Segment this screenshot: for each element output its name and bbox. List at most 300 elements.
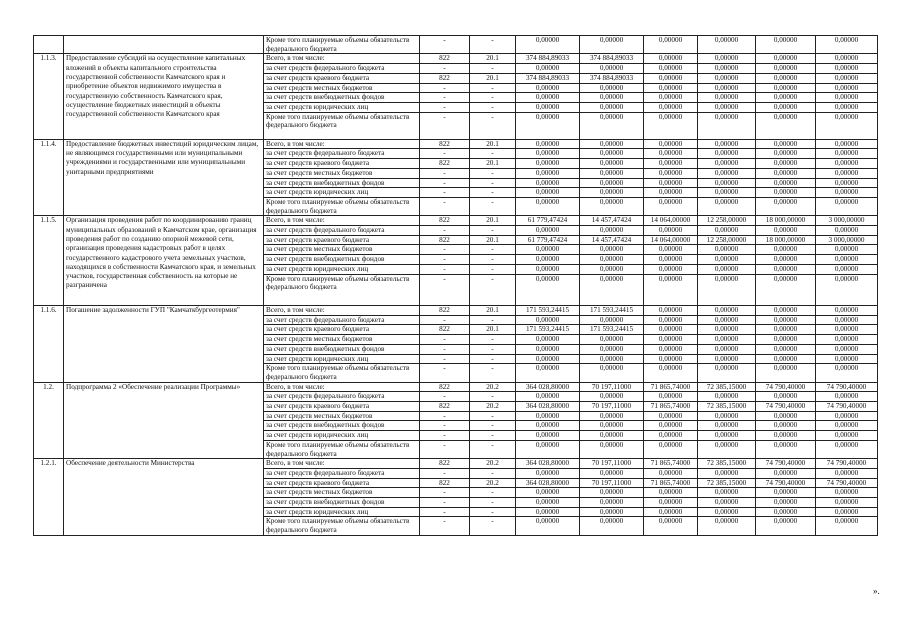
amount-year: 0,00000 (816, 197, 878, 215)
gov-code: 822 (420, 402, 470, 412)
budget-table (33, 35, 878, 536)
program-code: 20.2 (470, 402, 516, 412)
gov-code: - (420, 468, 470, 478)
funding-source: за счет средств местных бюджетов (264, 168, 420, 178)
amount-year: 0,00000 (756, 315, 816, 325)
amount-year: 0,00000 (816, 102, 878, 112)
amount-total: 0,00000 (516, 411, 580, 421)
amount-year: 0,00000 (816, 73, 878, 83)
funding-source: за счет средств юридических лиц (264, 188, 420, 198)
amount-year: 14 064,00000 (644, 216, 698, 226)
table-row (34, 54, 878, 64)
program-code: - (470, 354, 516, 364)
amount-total: 0,00000 (516, 274, 580, 305)
funding-source: за счет средств местных бюджетов (264, 245, 420, 255)
amount-total: 0,00000 (516, 139, 580, 149)
amount-year: 0,00000 (816, 498, 878, 508)
amount-year: 0,00000 (756, 325, 816, 335)
amount-year: 0,00000 (644, 197, 698, 215)
gov-code: - (420, 517, 470, 535)
amount-total: 0,00000 (516, 226, 580, 236)
amount-year: 0,00000 (756, 264, 816, 274)
amount-year: 0,00000 (580, 488, 644, 498)
amount-year: 0,00000 (580, 411, 644, 421)
amount-year: 0,00000 (756, 168, 816, 178)
amount-year: 0,00000 (756, 274, 816, 305)
program-code: 20.1 (470, 216, 516, 226)
amount-year: 0,00000 (698, 315, 756, 325)
amount-total: 0,00000 (516, 245, 580, 255)
funding-source: Кроме того планируемые объемы обязательств федерального бюджета (264, 364, 420, 382)
amount-year: 70 197,11000 (580, 459, 644, 469)
amount-year: 0,00000 (580, 64, 644, 74)
amount-year: 0,00000 (756, 411, 816, 421)
amount-year: 0,00000 (756, 306, 816, 316)
funding-source: за счет средств внебюджетных фондов (264, 421, 420, 431)
amount-year: 0,00000 (756, 498, 816, 508)
amount-total: 0,00000 (516, 498, 580, 508)
amount-total: 0,00000 (516, 159, 580, 169)
amount-total: 0,00000 (516, 149, 580, 159)
amount-year: 0,00000 (580, 392, 644, 402)
program-code: - (470, 226, 516, 236)
amount-year: 0,00000 (698, 197, 756, 215)
amount-year: 0,00000 (756, 178, 816, 188)
funding-source: Кроме того планируемые объемы обязательств федерального бюджета (264, 440, 420, 458)
amount-year: 0,00000 (816, 245, 878, 255)
amount-year: 0,00000 (698, 226, 756, 236)
amount-year: 74 790,40000 (816, 382, 878, 392)
amount-year: 0,00000 (580, 507, 644, 517)
item-number: 1.1.3. (34, 54, 64, 139)
amount-year: 0,00000 (580, 315, 644, 325)
table-row (34, 459, 878, 469)
amount-year: 0,00000 (756, 335, 816, 345)
amount-year: 0,00000 (816, 364, 878, 382)
gov-code: - (420, 364, 470, 382)
funding-source: за счет средств федерального бюджета (264, 149, 420, 159)
gov-code: - (420, 411, 470, 421)
amount-year: 0,00000 (698, 255, 756, 265)
amount-year: 374 884,89033 (580, 73, 644, 83)
amount-year: 171 593,24415 (580, 325, 644, 335)
program-code: 20.2 (470, 478, 516, 488)
program-code: 20.1 (470, 159, 516, 169)
amount-total: 171 593,24415 (516, 325, 580, 335)
amount-year: 0,00000 (816, 188, 878, 198)
amount-total: 0,00000 (516, 335, 580, 345)
program-code: 20.1 (470, 54, 516, 64)
amount-year: 0,00000 (816, 431, 878, 441)
amount-year: 0,00000 (698, 188, 756, 198)
amount-total: 171 593,24415 (516, 306, 580, 316)
program-code: - (470, 83, 516, 93)
amount-total: 364 028,80000 (516, 402, 580, 412)
amount-year: 0,00000 (816, 264, 878, 274)
amount-total: 0,00000 (516, 468, 580, 478)
amount-year: 0,00000 (756, 73, 816, 83)
amount-year: 0,00000 (816, 335, 878, 345)
program-code: - (470, 421, 516, 431)
amount-year: 74 790,40000 (756, 459, 816, 469)
amount-year: 0,00000 (580, 364, 644, 382)
amount-year: 0,00000 (816, 507, 878, 517)
amount-year: 0,00000 (580, 168, 644, 178)
amount-year: 0,00000 (698, 468, 756, 478)
amount-total: 0,00000 (516, 188, 580, 198)
program-code: - (470, 440, 516, 458)
gov-code: 822 (420, 306, 470, 316)
gov-code: - (420, 255, 470, 265)
amount-year: 0,00000 (698, 264, 756, 274)
funding-source: за счет средств юридических лиц (264, 354, 420, 364)
amount-year: 0,00000 (756, 354, 816, 364)
gov-code: - (420, 344, 470, 354)
gov-code: - (420, 315, 470, 325)
program-code: 20.1 (470, 235, 516, 245)
amount-year: 18 000,00000 (756, 235, 816, 245)
amount-year: 0,00000 (816, 392, 878, 402)
amount-year: 0,00000 (644, 335, 698, 345)
amount-year: 3 000,00000 (816, 216, 878, 226)
amount-total: 0,00000 (516, 36, 580, 54)
amount-total: 0,00000 (516, 255, 580, 265)
amount-year: 0,00000 (698, 274, 756, 305)
amount-year: 0,00000 (580, 468, 644, 478)
funding-source: за счет средств местных бюджетов (264, 488, 420, 498)
amount-year: 0,00000 (756, 245, 816, 255)
gov-code: - (420, 274, 470, 305)
amount-year: 0,00000 (698, 54, 756, 64)
amount-total: 0,00000 (516, 93, 580, 103)
amount-year: 0,00000 (644, 325, 698, 335)
program-code: - (470, 507, 516, 517)
amount-year: 0,00000 (756, 149, 816, 159)
amount-total: 61 779,47424 (516, 216, 580, 226)
funding-source: за счет средств внебюджетных фондов (264, 344, 420, 354)
item-name (64, 36, 264, 54)
gov-code: 822 (420, 459, 470, 469)
amount-year: 0,00000 (580, 440, 644, 458)
amount-year: 0,00000 (644, 245, 698, 255)
amount-year: 0,00000 (756, 431, 816, 441)
amount-year: 0,00000 (644, 440, 698, 458)
amount-year: 0,00000 (816, 411, 878, 421)
gov-code: - (420, 421, 470, 431)
amount-total: 0,00000 (516, 440, 580, 458)
funding-source: за счет средств краевого бюджета (264, 325, 420, 335)
amount-year: 0,00000 (644, 498, 698, 508)
gov-code: 822 (420, 216, 470, 226)
amount-year: 0,00000 (644, 36, 698, 54)
amount-year: 0,00000 (698, 507, 756, 517)
program-code: - (470, 112, 516, 139)
amount-year: 0,00000 (816, 274, 878, 305)
gov-code: 822 (420, 73, 470, 83)
amount-year: 0,00000 (580, 498, 644, 508)
amount-year: 0,00000 (644, 315, 698, 325)
item-number: 1.1.6. (34, 306, 64, 383)
funding-source: за счет средств федерального бюджета (264, 64, 420, 74)
amount-year: 0,00000 (698, 517, 756, 535)
program-code: 20.2 (470, 459, 516, 469)
item-number: 1.1.5. (34, 216, 64, 306)
amount-year: 0,00000 (644, 102, 698, 112)
amount-total: 374 884,89033 (516, 54, 580, 64)
amount-year: 0,00000 (580, 149, 644, 159)
amount-year: 0,00000 (698, 392, 756, 402)
amount-year: 0,00000 (644, 392, 698, 402)
gov-code: 822 (420, 382, 470, 392)
amount-year: 0,00000 (756, 54, 816, 64)
gov-code: - (420, 392, 470, 402)
amount-year: 0,00000 (580, 83, 644, 93)
amount-year: 0,00000 (816, 468, 878, 478)
amount-year: 0,00000 (756, 102, 816, 112)
amount-year: 14 064,00000 (644, 235, 698, 245)
funding-source: за счет средств краевого бюджета (264, 159, 420, 169)
amount-year: 0,00000 (580, 517, 644, 535)
amount-year: 0,00000 (698, 93, 756, 103)
gov-code: - (420, 64, 470, 74)
amount-year: 72 385,15000 (698, 459, 756, 469)
amount-total: 0,00000 (516, 112, 580, 139)
item-number: 1.1.4. (34, 139, 64, 216)
amount-year: 0,00000 (756, 507, 816, 517)
amount-year: 71 865,74000 (644, 459, 698, 469)
item-number: 1.2. (34, 382, 64, 459)
amount-total: 0,00000 (516, 102, 580, 112)
amount-year: 0,00000 (644, 83, 698, 93)
amount-year: 0,00000 (644, 168, 698, 178)
amount-year: 0,00000 (698, 364, 756, 382)
program-code: - (470, 274, 516, 305)
amount-year: 0,00000 (816, 325, 878, 335)
amount-year: 71 865,74000 (644, 382, 698, 392)
amount-year: 0,00000 (580, 139, 644, 149)
program-code: - (470, 255, 516, 265)
amount-total: 0,00000 (516, 344, 580, 354)
amount-year: 0,00000 (698, 112, 756, 139)
gov-code: - (420, 431, 470, 441)
amount-total: 0,00000 (516, 83, 580, 93)
amount-year: 0,00000 (698, 178, 756, 188)
amount-year: 0,00000 (816, 83, 878, 93)
amount-year: 0,00000 (644, 488, 698, 498)
amount-year: 3 000,00000 (816, 235, 878, 245)
amount-year: 0,00000 (644, 149, 698, 159)
gov-code: - (420, 226, 470, 236)
amount-year: 0,00000 (644, 112, 698, 139)
amount-total: 0,00000 (516, 507, 580, 517)
amount-year: 0,00000 (644, 226, 698, 236)
funding-source: за счет средств федерального бюджета (264, 392, 420, 402)
amount-year: 0,00000 (756, 344, 816, 354)
amount-total: 0,00000 (516, 364, 580, 382)
amount-year: 0,00000 (816, 344, 878, 354)
gov-code: - (420, 149, 470, 159)
amount-year: 0,00000 (644, 274, 698, 305)
program-code: - (470, 245, 516, 255)
amount-year: 0,00000 (816, 159, 878, 169)
amount-year: 0,00000 (698, 149, 756, 159)
program-code: 20.1 (470, 325, 516, 335)
amount-year: 0,00000 (580, 178, 644, 188)
funding-source: за счет средств федерального бюджета (264, 226, 420, 236)
funding-source: Всего, в том числе: (264, 306, 420, 316)
program-code: - (470, 344, 516, 354)
amount-year: 0,00000 (644, 421, 698, 431)
item-name: Организация проведения работ по координированию границ муниципальных образований в Камчатском крае, организация проведения работ по созданию опорной межевой сети, организация проведения кадастровых работ в целях государственного кадастрового учета земельных участков, находящихся в собственности Камчатского края, и земельных участков, государственная собственность на которые не разграничена (64, 216, 264, 306)
funding-source: за счет средств местных бюджетов (264, 335, 420, 345)
program-code: - (470, 36, 516, 54)
amount-year: 0,00000 (816, 255, 878, 265)
funding-source: за счет средств юридических лиц (264, 507, 420, 517)
amount-year: 72 385,15000 (698, 402, 756, 412)
amount-total: 0,00000 (516, 354, 580, 364)
amount-year: 0,00000 (580, 431, 644, 441)
amount-total: 374 884,89033 (516, 73, 580, 83)
amount-year: 0,00000 (816, 178, 878, 188)
amount-year: 0,00000 (756, 226, 816, 236)
amount-total: 0,00000 (516, 178, 580, 188)
amount-year: 0,00000 (698, 488, 756, 498)
amount-year: 71 865,74000 (644, 402, 698, 412)
closing-quote-mark: ». (873, 586, 880, 596)
amount-year: 0,00000 (644, 306, 698, 316)
program-code: - (470, 498, 516, 508)
table-body (34, 36, 878, 536)
amount-year: 0,00000 (756, 517, 816, 535)
amount-year: 0,00000 (580, 159, 644, 169)
amount-year: 0,00000 (698, 73, 756, 83)
amount-year: 0,00000 (816, 354, 878, 364)
funding-source: за счет средств внебюджетных фондов (264, 178, 420, 188)
funding-source: Всего, в том числе: (264, 216, 420, 226)
amount-year: 0,00000 (644, 64, 698, 74)
program-code: 20.1 (470, 73, 516, 83)
amount-year: 0,00000 (644, 517, 698, 535)
amount-year: 74 790,40000 (756, 382, 816, 392)
table-row (34, 382, 878, 392)
funding-source: за счет средств федерального бюджета (264, 468, 420, 478)
program-code: - (470, 178, 516, 188)
program-code: 20.2 (470, 382, 516, 392)
amount-year: 0,00000 (580, 93, 644, 103)
amount-year: 0,00000 (816, 64, 878, 74)
amount-year: 0,00000 (698, 411, 756, 421)
gov-code: - (420, 498, 470, 508)
amount-year: 71 865,74000 (644, 478, 698, 488)
amount-year: 0,00000 (698, 335, 756, 345)
table-row (34, 216, 878, 226)
funding-source: за счет средств внебюджетных фондов (264, 255, 420, 265)
amount-year: 0,00000 (756, 83, 816, 93)
item-name: Предоставление бюджетных инвестиций юридическим лицам, не являющимся государственными или муниципальными учреждениями и государственными или муниципальными унитарными предприятиями (64, 139, 264, 216)
program-code: - (470, 335, 516, 345)
table-row (34, 36, 878, 54)
amount-total: 0,00000 (516, 264, 580, 274)
amount-year: 0,00000 (698, 498, 756, 508)
item-name: Погашение задолженности ГУП "Камчаткбургеотермия" (64, 306, 264, 383)
amount-year: 72 385,15000 (698, 382, 756, 392)
amount-year: 0,00000 (644, 159, 698, 169)
funding-source: за счет средств краевого бюджета (264, 478, 420, 488)
amount-total: 0,00000 (516, 431, 580, 441)
amount-year: 0,00000 (698, 354, 756, 364)
amount-year: 0,00000 (644, 178, 698, 188)
amount-year: 0,00000 (816, 139, 878, 149)
amount-year: 0,00000 (698, 344, 756, 354)
amount-total: 0,00000 (516, 197, 580, 215)
funding-source: Кроме того планируемые объемы обязательств федерального бюджета (264, 517, 420, 535)
item-name: Обеспечение деятельности Министерства (64, 459, 264, 536)
funding-source: Кроме того планируемые объемы обязательств федерального бюджета (264, 197, 420, 215)
amount-year: 0,00000 (816, 54, 878, 64)
gov-code: 822 (420, 325, 470, 335)
amount-year: 0,00000 (756, 364, 816, 382)
amount-year: 0,00000 (644, 431, 698, 441)
program-code: - (470, 168, 516, 178)
program-code: - (470, 149, 516, 159)
amount-total: 0,00000 (516, 392, 580, 402)
amount-year: 0,00000 (644, 468, 698, 478)
amount-total: 364 028,80000 (516, 459, 580, 469)
program-code: - (470, 188, 516, 198)
amount-year: 12 258,00000 (698, 216, 756, 226)
amount-year: 0,00000 (644, 344, 698, 354)
item-number: 1.2.1. (34, 459, 64, 536)
amount-year: 0,00000 (816, 440, 878, 458)
amount-year: 0,00000 (756, 255, 816, 265)
amount-total: 0,00000 (516, 421, 580, 431)
funding-source: Кроме того планируемые объемы обязательств федерального бюджета (264, 274, 420, 305)
gov-code: - (420, 488, 470, 498)
amount-total: 364 028,80000 (516, 478, 580, 488)
amount-year: 0,00000 (756, 159, 816, 169)
program-code: - (470, 468, 516, 478)
amount-year: 0,00000 (698, 102, 756, 112)
funding-source: за счет средств краевого бюджета (264, 235, 420, 245)
program-code: - (470, 64, 516, 74)
funding-source: за счет средств краевого бюджета (264, 402, 420, 412)
amount-total: 0,00000 (516, 64, 580, 74)
amount-total: 364 028,80000 (516, 382, 580, 392)
amount-year: 0,00000 (816, 315, 878, 325)
amount-total: 0,00000 (516, 517, 580, 535)
program-code: - (470, 517, 516, 535)
amount-year: 0,00000 (644, 507, 698, 517)
amount-year: 0,00000 (816, 149, 878, 159)
funding-source: за счет средств юридических лиц (264, 102, 420, 112)
program-code: - (470, 431, 516, 441)
amount-year: 0,00000 (698, 64, 756, 74)
amount-year: 0,00000 (756, 421, 816, 431)
amount-year: 0,00000 (580, 344, 644, 354)
amount-year: 0,00000 (756, 64, 816, 74)
gov-code: - (420, 178, 470, 188)
amount-year: 171 593,24415 (580, 306, 644, 316)
funding-source: Всего, в том числе: (264, 54, 420, 64)
amount-year: 0,00000 (580, 421, 644, 431)
amount-year: 0,00000 (698, 36, 756, 54)
amount-year: 0,00000 (580, 112, 644, 139)
amount-year: 70 197,11000 (580, 382, 644, 392)
gov-code: - (420, 245, 470, 255)
gov-code: - (420, 93, 470, 103)
amount-year: 0,00000 (644, 73, 698, 83)
amount-year: 0,00000 (816, 517, 878, 535)
